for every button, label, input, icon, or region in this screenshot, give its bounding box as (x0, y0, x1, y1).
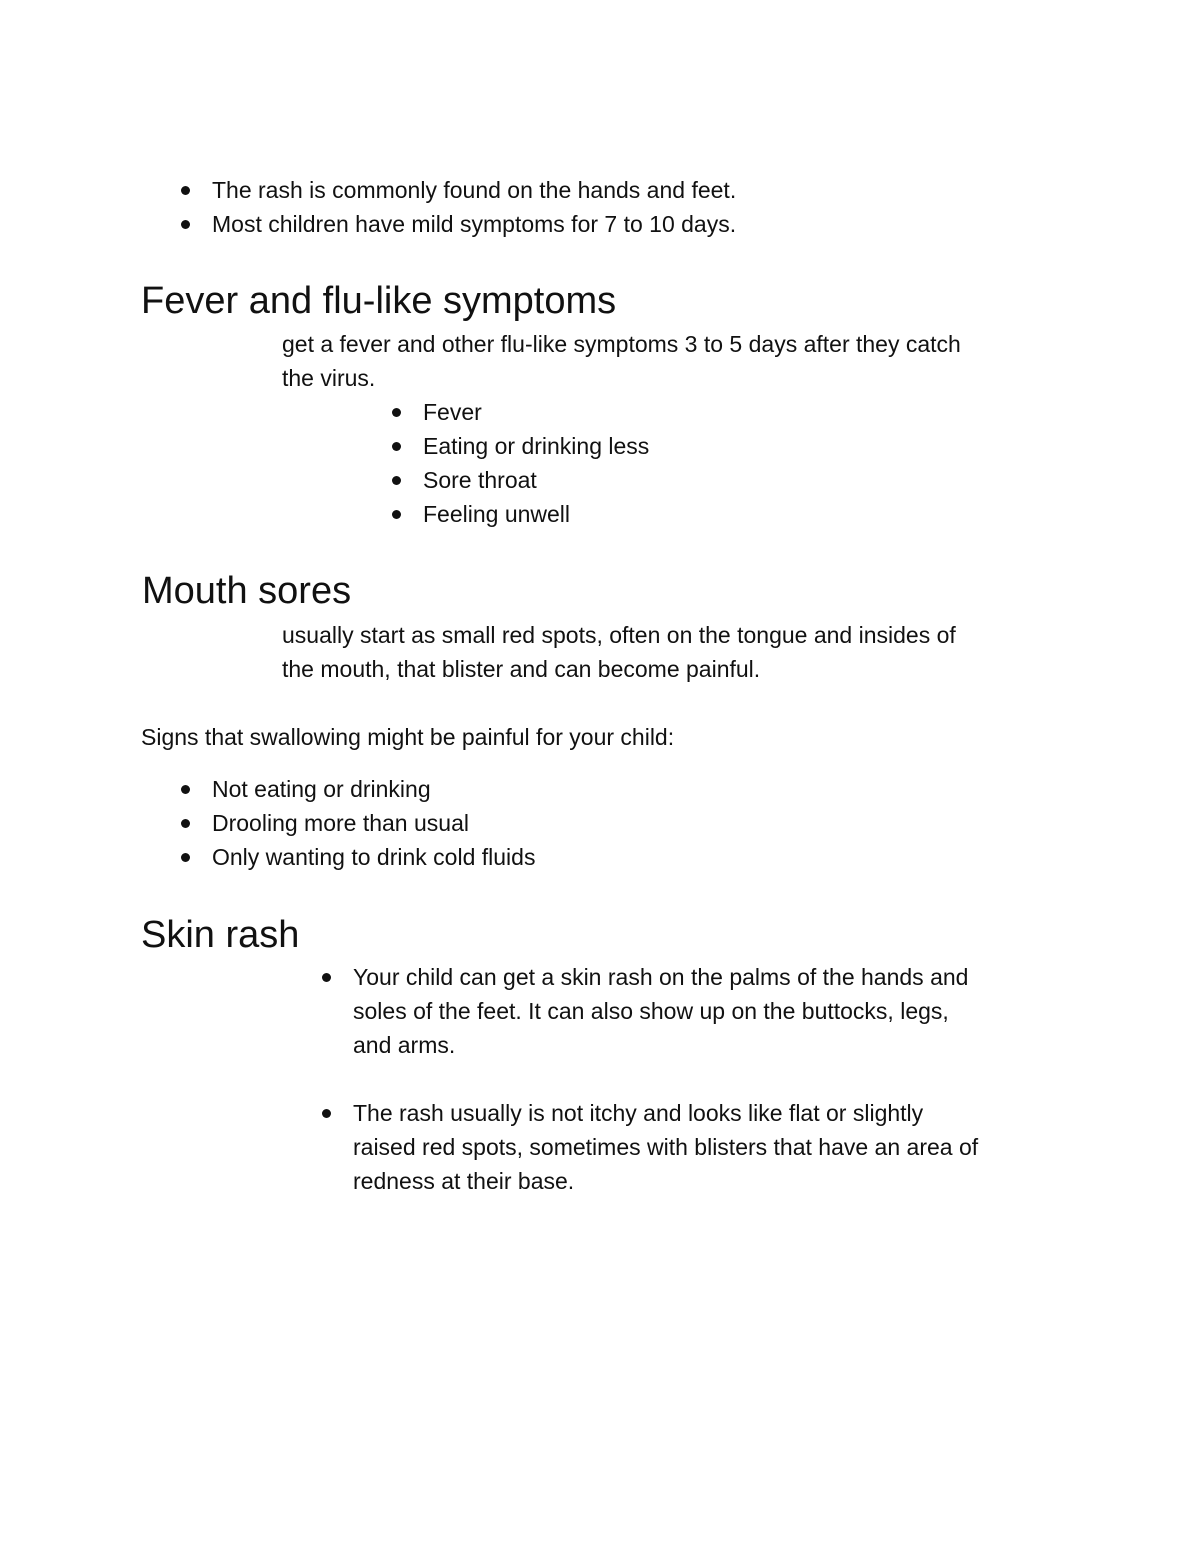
list-item-line: The rash usually is not itchy and looks like flat or slightly (353, 1100, 924, 1126)
list-item (391, 395, 649, 429)
mouth-paragraph (282, 618, 956, 686)
list-item (321, 960, 978, 1062)
section-heading-mouth-sores: Mouth sores (142, 570, 352, 612)
signs-intro-text: Signs that swallowing might be painful for your child: (141, 724, 675, 750)
list-item-text: Feeling unwell (423, 501, 571, 527)
list-item-line: Your child can get a skin rash on the palms of the hands and (353, 964, 969, 990)
list-item (180, 207, 736, 241)
bullet-icon (181, 853, 190, 862)
list-item-text: Drooling more than usual (212, 810, 469, 836)
bullet-icon (392, 408, 401, 417)
list-item (180, 772, 535, 806)
list-item-text: Fever (423, 399, 482, 425)
section-heading-fever: Fever and flu-like symptoms (141, 280, 617, 322)
list-item-line: and arms. (353, 1032, 456, 1058)
list-item (180, 173, 736, 207)
list-item-text: Eating or drinking less (423, 433, 650, 459)
bullet-icon (181, 220, 190, 229)
fever-paragraph (282, 327, 961, 395)
list-item (391, 429, 649, 463)
list-item-text: The rash is commonly found on the hands and feet. (212, 177, 737, 203)
list-item (321, 1096, 978, 1198)
list-item (180, 840, 535, 874)
list-item (391, 497, 649, 531)
list-item (180, 806, 535, 840)
skin-bullet-list (321, 960, 978, 1198)
list-item-text: Not eating or drinking (212, 776, 431, 802)
bullet-icon (322, 1109, 331, 1118)
bullet-icon (322, 973, 331, 982)
list-item-text: Sore throat (423, 467, 537, 493)
intro-bullet-list (180, 173, 736, 241)
bullet-icon (392, 476, 401, 485)
list-item-text: Only wanting to drink cold fluids (212, 844, 536, 870)
list-item-line: soles of the feet. It can also show up on the buttocks, legs, (353, 998, 949, 1024)
section-heading-skin-rash: Skin rash (141, 914, 300, 956)
paragraph-line: the virus. (282, 365, 376, 391)
paragraph-line: the mouth, that blister and can become painful. (282, 656, 761, 682)
bullet-icon (181, 785, 190, 794)
paragraph-line: get a fever and other flu-like symptoms 3 to 5 days after they catch (282, 331, 961, 357)
list-item-line: redness at their base. (353, 1168, 575, 1194)
fever-bullet-list (391, 395, 649, 531)
list-item-text: Most children have mild symptoms for 7 to 10 days. (212, 211, 737, 237)
paragraph-line: usually start as small red spots, often on the tongue and insides of (282, 622, 956, 648)
bullet-icon (392, 510, 401, 519)
list-item (391, 463, 649, 497)
bullet-icon (181, 819, 190, 828)
bullet-icon (181, 186, 190, 195)
list-item-line: raised red spots, sometimes with blisters that have an area of (353, 1134, 979, 1160)
mouth-bullet-list (180, 772, 535, 874)
bullet-icon (392, 442, 401, 451)
